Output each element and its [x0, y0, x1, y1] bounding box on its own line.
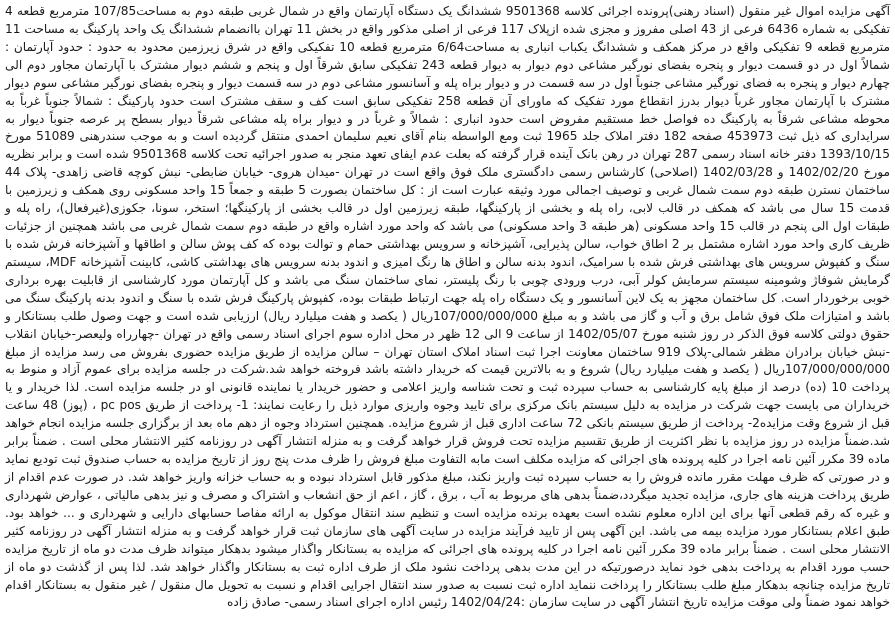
auction-notice-text: آگهی مزایده اموال غیر منقول (اسناد رهنی)پرونده اجرائی کلاسه 9501368 ششدانگ یک دستگاه آپارتمان واقع در شمال غربی طبقه دوم به مساحت107/85 مترمربع قطعه 4 تفکیکی به شماره 6436 فرعی از 43 اصلی مفروز و مجزی شده ازپلاک 117 فرعی از اصلی مذکور واقع در بخش 11 تهران باانضمام ششدانگ یک واحد پارکینگ به مساحت 11 مترمربع قطعه 9 تفکیکی واقع در مرکز همکف و ششدانگ یکباب انباری به مساحت6/64 مترمربع قطعه 10 تفکیکی واقع در شرق زیرزمین محدود به حدود : حدود آپارتمان : شمالاً اول در دو قسمت دیوار و پنجره بفضای نورگیر مشاعی دوم دیوار به دیوار قطعه 243 تفکیکی سابق شرقاً اول و پنجم و ششم دیوار مشترک با آپارتمان مجاور دوم الی چهارم دیوار و پنجره به فضای نورگیر مشاعی جنوباً اول در سه قسمت در و دیوار براه پله و آسانسور مشاعی دوم در سه قسمت دیوار و پنجره بفضای نورگیر مشاعی سوم دیوار مشترک با آپارتمان مجاور غرباً دیوار بدرز انقطاع مورد تفکیک که ماورای آن قطعه 258 تفکیکی سابق است کف و سقف مشترک است حدود پارکینگ : شمالاً جنوباً غرباً به محوطه مشاعی شرقاً به پارکینگ ده فواصل خط مستقیم مفروض است حدود انباری : شمالاً و غرباً در و دیوار براه پله مشاعی شرقاً دیوار بسطح پر عرصه جنوباً دیوار به سرایداری که ذیل ثبت 453973 صفحه 182 دفتر املاک جلد 1965 ثبت ومع الواسطه بنام آقای نعیم سلیمان احمدی منتقل گردیده است و به موجب سندرهنی 51089 مورخ 1393/10/15 دفتر خانه اسناد رسمی 287 تهران در رهن بانک آینده قرار گرفته که بعلت عدم ایفای تعهد منجر به صدور اجرائیه تحت کلاسه 9501368 شده است و برابر نظریه مورخ 1402/02/20 و 1402/03/28 (اصلاحی) کارشناس رسمی دادگستری ملک فوق واقع است در تهران -میدان هروی- خیابان ضابطی- نبش کوچه قاضی زاهدی- پلاک 44 ساختمان نسترن طبقه دوم سمت شمال غربی و توصیف اجمالی مورد وثیقه عبارت است از : کل ساختمان بصورت 5 طبقه و جمعاً 15 واحد مسکونی روی همکف و زیرزمین با قدمت 15 سال می باشد که همکف در قالب لابی، راه پله و بخشی از پارکینگها، طبقه زیرزمین اول در قالب بخشی از پارکینگها؛ استخر، سونا، جکوزی(غیرفعال)، راه پله و طبقات اول الی پنجم در قالب 15 واحد مسکونی (هر طبقه 3 واحد مسکونی) می باشد که واحد مورد اشاره واقع در طبقه دوم سمت شمال غربی می باشد همچنین از جزئیات ظریف کاری واحد مورد اشاره مشتمل بر 2 اطاق خواب، سالن پذیرایی، آشپزخانه و سرویس بهداشتی حمام و توالت بوده که کف پوش سالن و اطاقها و آشپزخانه فرش شده با سنگ و کفپوش سرویس های بهداشتی فرش شده با سرامیک، اندود بدنه سالن و اطاق ها رنگ امیزی و اندود بدنه سرویس های بهداشتی کاشی، کابینت آشپزخانه MDF، سیستم گرمایش شوفاژ وشومینه سیستم سرمایش کولر آبی، درب ورودی چوبی با رنگ پلیستر، نمای ساختمان سنگ می باشد و کل آپارتمان مورد کارشناسی از قابلیت بهره برداری خوبی برخوردار است. کل ساختمان مجهز به یک لاین آسانسور و یک دستگاه راه پله جهت ارتباط طبقات بوده، کفپوش پارکینگ فرش شده با سنگ و اندود بدنه پارکینگ سنگ می باشد و امتیازات ملک فوق شامل برق و آب و گاز می باشد و به مبلغ 107/000/000/000ریال ( یکصد و هفت میلیارد ریال) ارزیابی شده است و جهت وصول طلب بستانکار و حقوق دولتی کلاسه فوق الذکر در روز شنبه مورخ 1402/05/07 از ساعت 9 الی 12 ظهر در محل اداره سوم اجرای اسناد رسمی واقع در تهران -چهارراه ولیعصر-خیابان انقلاب -نبش خیابان برادران مظفر شمالی-پلاک 919 ساختمان معاونت اجرا ثبت اسناد املاک استان تهران – سالن مزایده از طریق مزایده حضوری بفروش می رسد مزایده از مبلغ 107/000/000/000ریال ( یکصد و هفت میلیارد ریال) شروع و به بالاترین قیمت که خریدار داشته باشد فروخته خواهد شد.شرکت در جلسه مزایده برای عموم آزاد و منوط به پرداخت 10 (ده) درصد از مبلغ پایه کارشناسی به حساب سپرده ثبت و تحت شناسه واریز اعلامی و حضور خریدار یا نماینده قانونی او در جلسه مزایده است. لذا خریدار و یا خریداران می بایست جهت شرکت در مزایده به دلیل سیستم بانک مرکزی برای تایید وجوه واریزی موارد ذیل را رعایت نمایند: 1- پرداخت از طریق pc pos ، (پوز) 48 ساعت قبل از شروع وقت مزایده2- پرداخت از طریق سیستم بانکی 72 ساعت اداری قبل از شروع مزایده. همچنین استرداد وجوه از دهم ماه بعد از برگزاری جلسه مزایده انجام خواهد شد.ضمناً مزایده در روز مزایده با نظر اکثریت از طریق تقسیم مزایده تحت فروش قرار خواهد گرفت و به منزله انتشار آگهی در روزنامه کثیر الانتشار محلی است . ضمناً برابر ماده 39 مکرر آئین نامه اجرا در کلیه پرونده های اجرائی که مزایده مکلف است مابه التفاوت مبلغ فروش را ظرف مدت پنج روز از تاریخ مزایده به حساب صندوق ثبت تودیع نماید و در صورتی که ظرف مهلت مقرر مانده فروش را به حساب سپرده ثبت واریز نکند، مبلغ مذکور قابل استرداد نبوده و به حساب خزانه واریز خواهد شد. در صورت عدم اقدام از طریق پرداخت هزینه های جاری، مزایده تجدید میگردد،ضمناً بدهی های مربوط به آب ، برق ، گاز ، اعم از حق انشعاب و اشتراک و مصرف و نیز بدهی مالیاتی ، عوارض شهرداری و غیره که رقم قطعی آنها برای این اداره معلوم نشده است بعهده برنده مزایده است و تنظیم سند انتقال موکول به ارائه مفاصا حسابهای دارایی و شهرداری و ... خواهد بود. طبق اعلام بستانکار مورد مزایده بیمه می باشد. این آگهی پس از تایید فرآیند مزایده در سایت آگهی های سازمان ثبت قرار خواهد گرفت و به منزله انتشار آگهی در روزنامه کثیر الانتشار محلی است . ضمناً برابر ماده 39 مکرر آئین نامه اجرا در کلیه پرونده های اجرائی که مزایده به بستانکار واگذار میشود بدهکار میتواند ظرف مدت دو ماه از تاریخ مزایده حسب مورد اقدام به پرداخت بدهی خود نماید درصورتیکه در این مدت بدهی پرداخت نشود ملک از طرف اداره ثبت به بستانکار واگذار خواهد شد. لذا پس از گذشت دو ماه از تاریخ مزایده چنانچه بدهکار مبلغ طلب بستانکار را پرداخت ننماید اداره ثبت نسبت به صدور سند انتقال اجرایی اقدام و نسبت به تحویل مال منقول / غیر منقول به بستانکار اقدام خواهد نمود ضمناً ولی موقت مزایده تاریخ انتشار آگهی در سایت سازمان :1402/04/24 رئیس اداره اجرای اسناد رسمی- صادق زاده: [5, 4, 891, 610]
